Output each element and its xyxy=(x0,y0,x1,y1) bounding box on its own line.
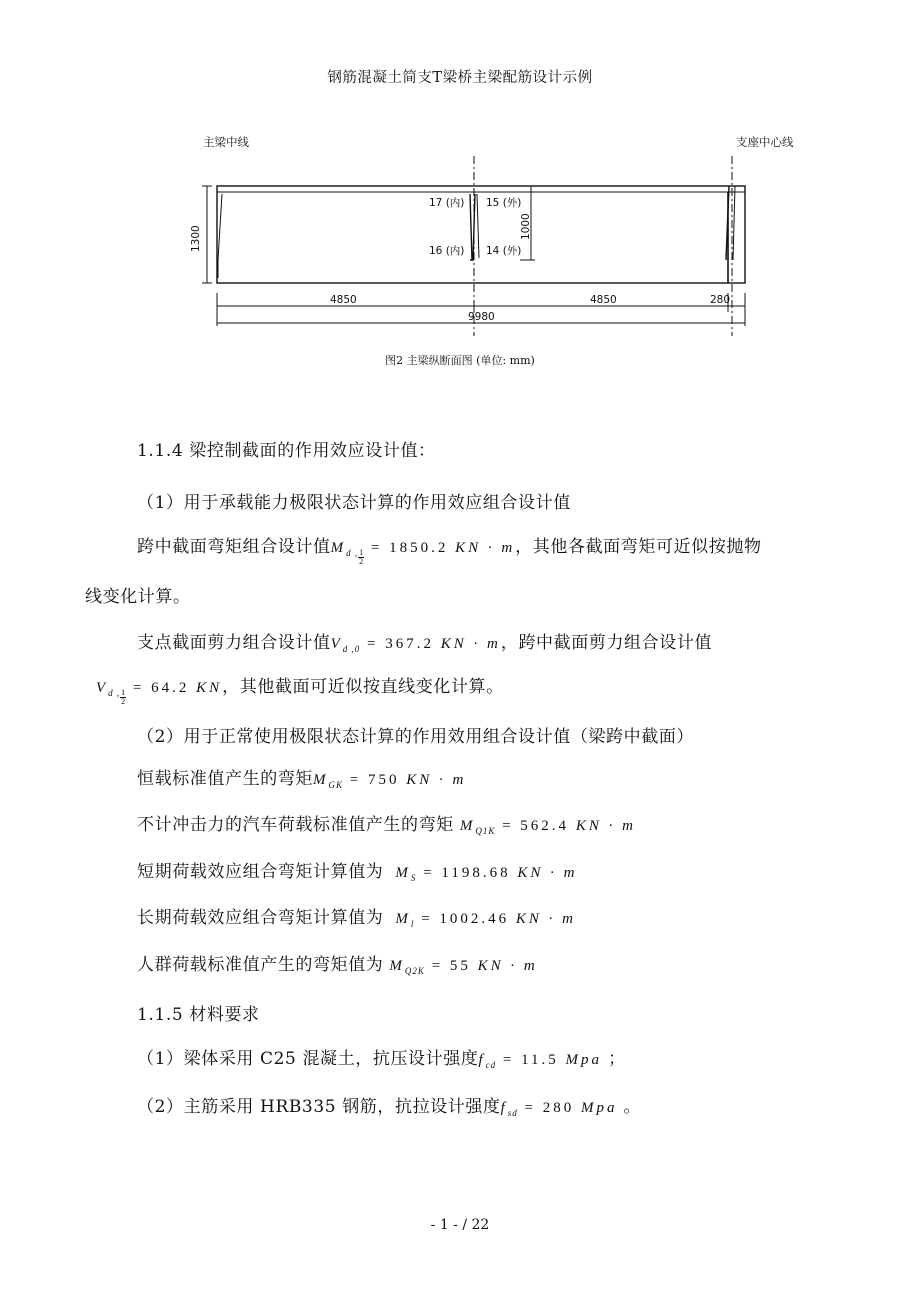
formula-M-l: $M_l = 1002.46$ KN · m xyxy=(395,911,576,929)
rebar-17-16 xyxy=(470,194,475,260)
paragraph-moment xyxy=(137,532,762,566)
dim-1000-label: 1000 xyxy=(520,213,532,240)
page-number: - 1 - / 22 xyxy=(430,1217,490,1233)
formula-M-d: $M_{d ,}$ $\frac{1}{2}$ = 1850.2 KN · m xyxy=(330,540,516,566)
beam-elevation-diagram xyxy=(180,148,780,348)
line-M-l: 长期荷载效应组合弯矩计算值为 $M_l = 1002.46$ KN · m xyxy=(137,908,576,929)
figure-caption: 图2 主梁纵断面图 (单位: mm) xyxy=(385,354,535,367)
paragraph-shear-2 xyxy=(96,672,504,706)
section-1-1-5-heading: 1.1.5 材料要求 xyxy=(137,1005,260,1025)
bar-label-15: 15 (外) xyxy=(486,197,522,209)
dim-4850-right: 4850 xyxy=(590,294,617,306)
dim-280: 280 xyxy=(710,294,731,306)
figure-left-label: 主梁中线 xyxy=(203,135,249,149)
line-M-Q2K: 人群荷载标准值产生的弯矩值为 $M_{Q2K} = 55$ KN · m xyxy=(137,955,538,976)
dim-4850-left: 4850 xyxy=(330,294,357,306)
section-1-1-4-heading: 1.1.4 梁控制截面的作用效应设计值： xyxy=(137,441,436,461)
shear-text-tail: ，跨中截面剪力组合设计值 xyxy=(500,633,713,653)
formula-V-d0: $V_{d ,0} = 367.2$ KN · m xyxy=(330,636,501,654)
bar-label-16: 16 (内) xyxy=(429,245,465,257)
formula-V-d: $V_{d ,}$ $\frac{1}{2}$ = 64.2 KN xyxy=(96,680,223,706)
beam-outline xyxy=(217,186,745,283)
shear-text-end: ，其他截面可近似按直线变化计算。 xyxy=(222,677,504,697)
line-M-GK: 恒载标准值产生的弯矩$M_{GK} = 750$ KN · m xyxy=(137,769,467,790)
dim-1300-label: 1300 xyxy=(190,225,202,252)
bar-label-14: 14 (外) xyxy=(486,245,522,257)
item-1-heading: （1）用于承载能力极限状态计算的作用效应组合设计值 xyxy=(137,493,571,513)
bar-label-17: 17 (内) xyxy=(429,197,465,209)
formula-M-S: $M_S = 1198.68$ KN · m xyxy=(395,865,578,883)
moment-text: 跨中截面弯矩组合设计值 xyxy=(137,537,331,557)
moment-text-tail: ，其他各截面弯矩可近似按抛物 xyxy=(515,537,762,557)
formula-M-Q1K: $M_{Q1K} = 562.4$ KN · m xyxy=(459,818,636,836)
material-concrete: （1）梁体采用 C25 混凝土，抗压设计强度$f_{cd} = 11.5$ Mpa ； xyxy=(137,1049,626,1070)
dim-9980: 9980 xyxy=(468,311,495,323)
document-header: 钢筋混凝土简支T梁桥主梁配筋设计示例 xyxy=(327,70,593,86)
paragraph-shear xyxy=(137,628,712,654)
formula-M-GK: $M_{GK} = 750$ KN · m xyxy=(313,772,467,790)
formula-f-sd: $f_{sd} = 280$ Mpa xyxy=(500,1100,618,1118)
shear-text: 支点截面剪力组合设计值 xyxy=(137,633,331,653)
material-steel: （2）主筋采用 HRB335 钢筋，抗拉设计强度$f_{sd} = 280$ Mpa 。 xyxy=(137,1097,642,1118)
line-M-S: 短期荷载效应组合弯矩计算值为 $M_S = 1198.68$ KN · m xyxy=(137,862,578,883)
line-M-Q1K: 不计冲击力的汽车荷载标准值产生的弯矩 $M_{Q1K} = 562.4$ KN · m xyxy=(137,815,636,836)
paragraph-moment-end: 线变化计算。 xyxy=(85,587,191,607)
item-2-heading: （2）用于正常使用极限状态计算的作用效用组合设计值（梁跨中截面） xyxy=(137,727,695,747)
formula-M-Q2K: $M_{Q2K} = 55$ KN · m xyxy=(389,958,538,976)
figure-right-label: 支座中心线 xyxy=(736,135,794,149)
formula-f-cd: $f_{cd} = 11.5$ Mpa xyxy=(478,1052,603,1070)
